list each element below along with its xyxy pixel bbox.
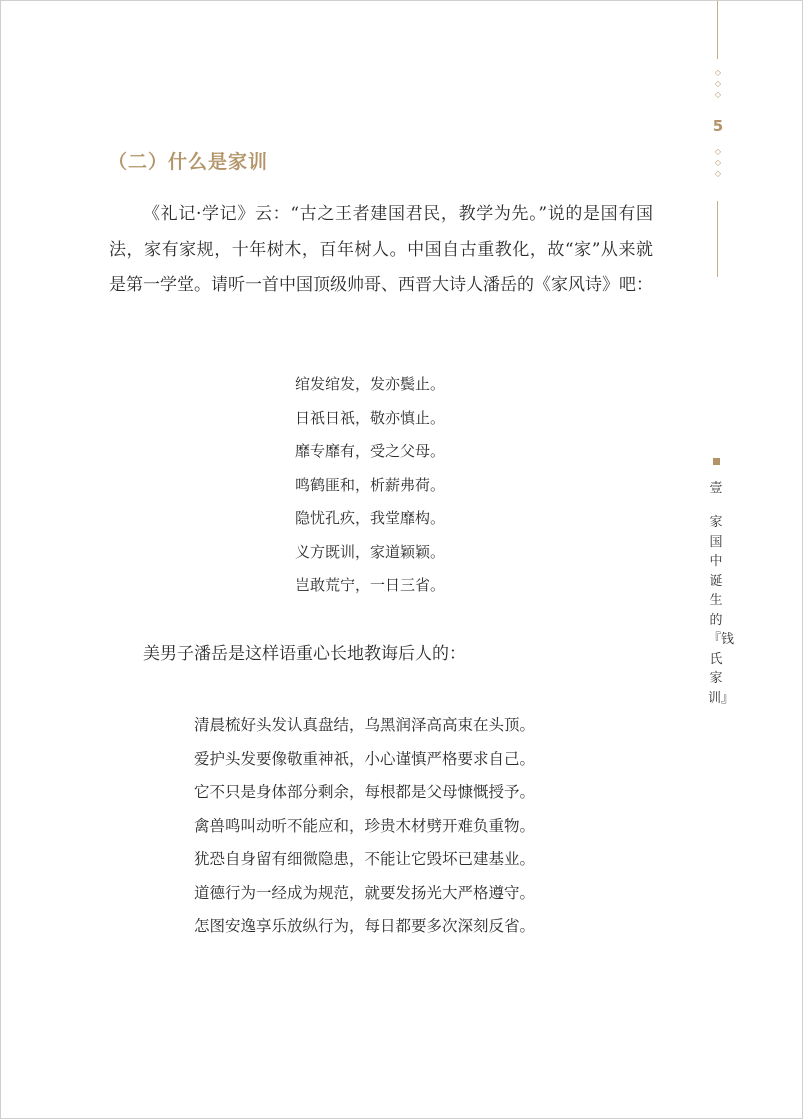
poem-line: 鸣鹤匪和，析薪弗荷。 [295, 475, 446, 494]
poem-line: 绾发绾发，发亦鬓止。 [295, 375, 446, 393]
translation-line: 道德行为一经成为规范，就要发扬光大严格遵守。 [194, 883, 536, 902]
poem-original [295, 368, 445, 603]
poem-translation [194, 709, 535, 944]
diamond-ornament-bottom-icon: ◇ ◇ ◇ [714, 147, 722, 178]
margin-rule-top [717, 1, 718, 59]
poem-line: 岂敢荒宁，一日三省。 [295, 576, 446, 594]
poem-line: 义方既训，家道颖颖。 [295, 542, 446, 561]
translation-line: 犹恐自身留有细微隐患，不能让它毁坏已建基业。 [194, 850, 536, 868]
chapter-number: 壹 [709, 481, 723, 496]
diamond-ornament-top-icon: ◇ ◇ ◇ [714, 68, 722, 99]
translation-line: 禽兽鸣叫动听不能应和，珍贵木材劈开难负重物。 [194, 816, 536, 835]
page-number: 5 [712, 117, 724, 135]
translation-intro: 美男子潘岳是这样语重心长地教诲后人的： [143, 644, 466, 664]
poem-line: 日祇日祇，敬亦慎止。 [295, 408, 446, 427]
margin-rule-bottom [717, 201, 718, 277]
poem-line: 靡专靡有，受之父母。 [295, 442, 446, 460]
section-heading: （二）什么是家训 [108, 151, 269, 173]
translation-line: 爱护头发要像敬重神祇，小心谨慎严格要求自己。 [194, 749, 536, 768]
translation-line: 怎图安逸享乐放纵行为，每日都要多次深刻反省。 [194, 917, 536, 935]
poem-line: 隐忧孔疚，我堂靡构。 [295, 509, 446, 527]
translation-line: 清晨梳好头发认真盘结，乌黑润泽高高束在头顶。 [194, 716, 536, 734]
chapter-square-icon [713, 458, 720, 465]
translation-line: 它不只是身体部分剩余，每根都是父母慷慨授予。 [194, 783, 536, 801]
chapter-title: 家国中诞生的『钱氏家训』 [708, 515, 735, 706]
intro-paragraph: 《礼记·学记》云：“古之王者建国君民，教学为先。”说的是国有国法，家有家规，十年树木，百年树人。中国自古重教化，故“家”从来就是第一学堂。请听一首中国顶级帅哥、西晋大诗人潘岳的《家风诗》吧： [109, 204, 653, 295]
